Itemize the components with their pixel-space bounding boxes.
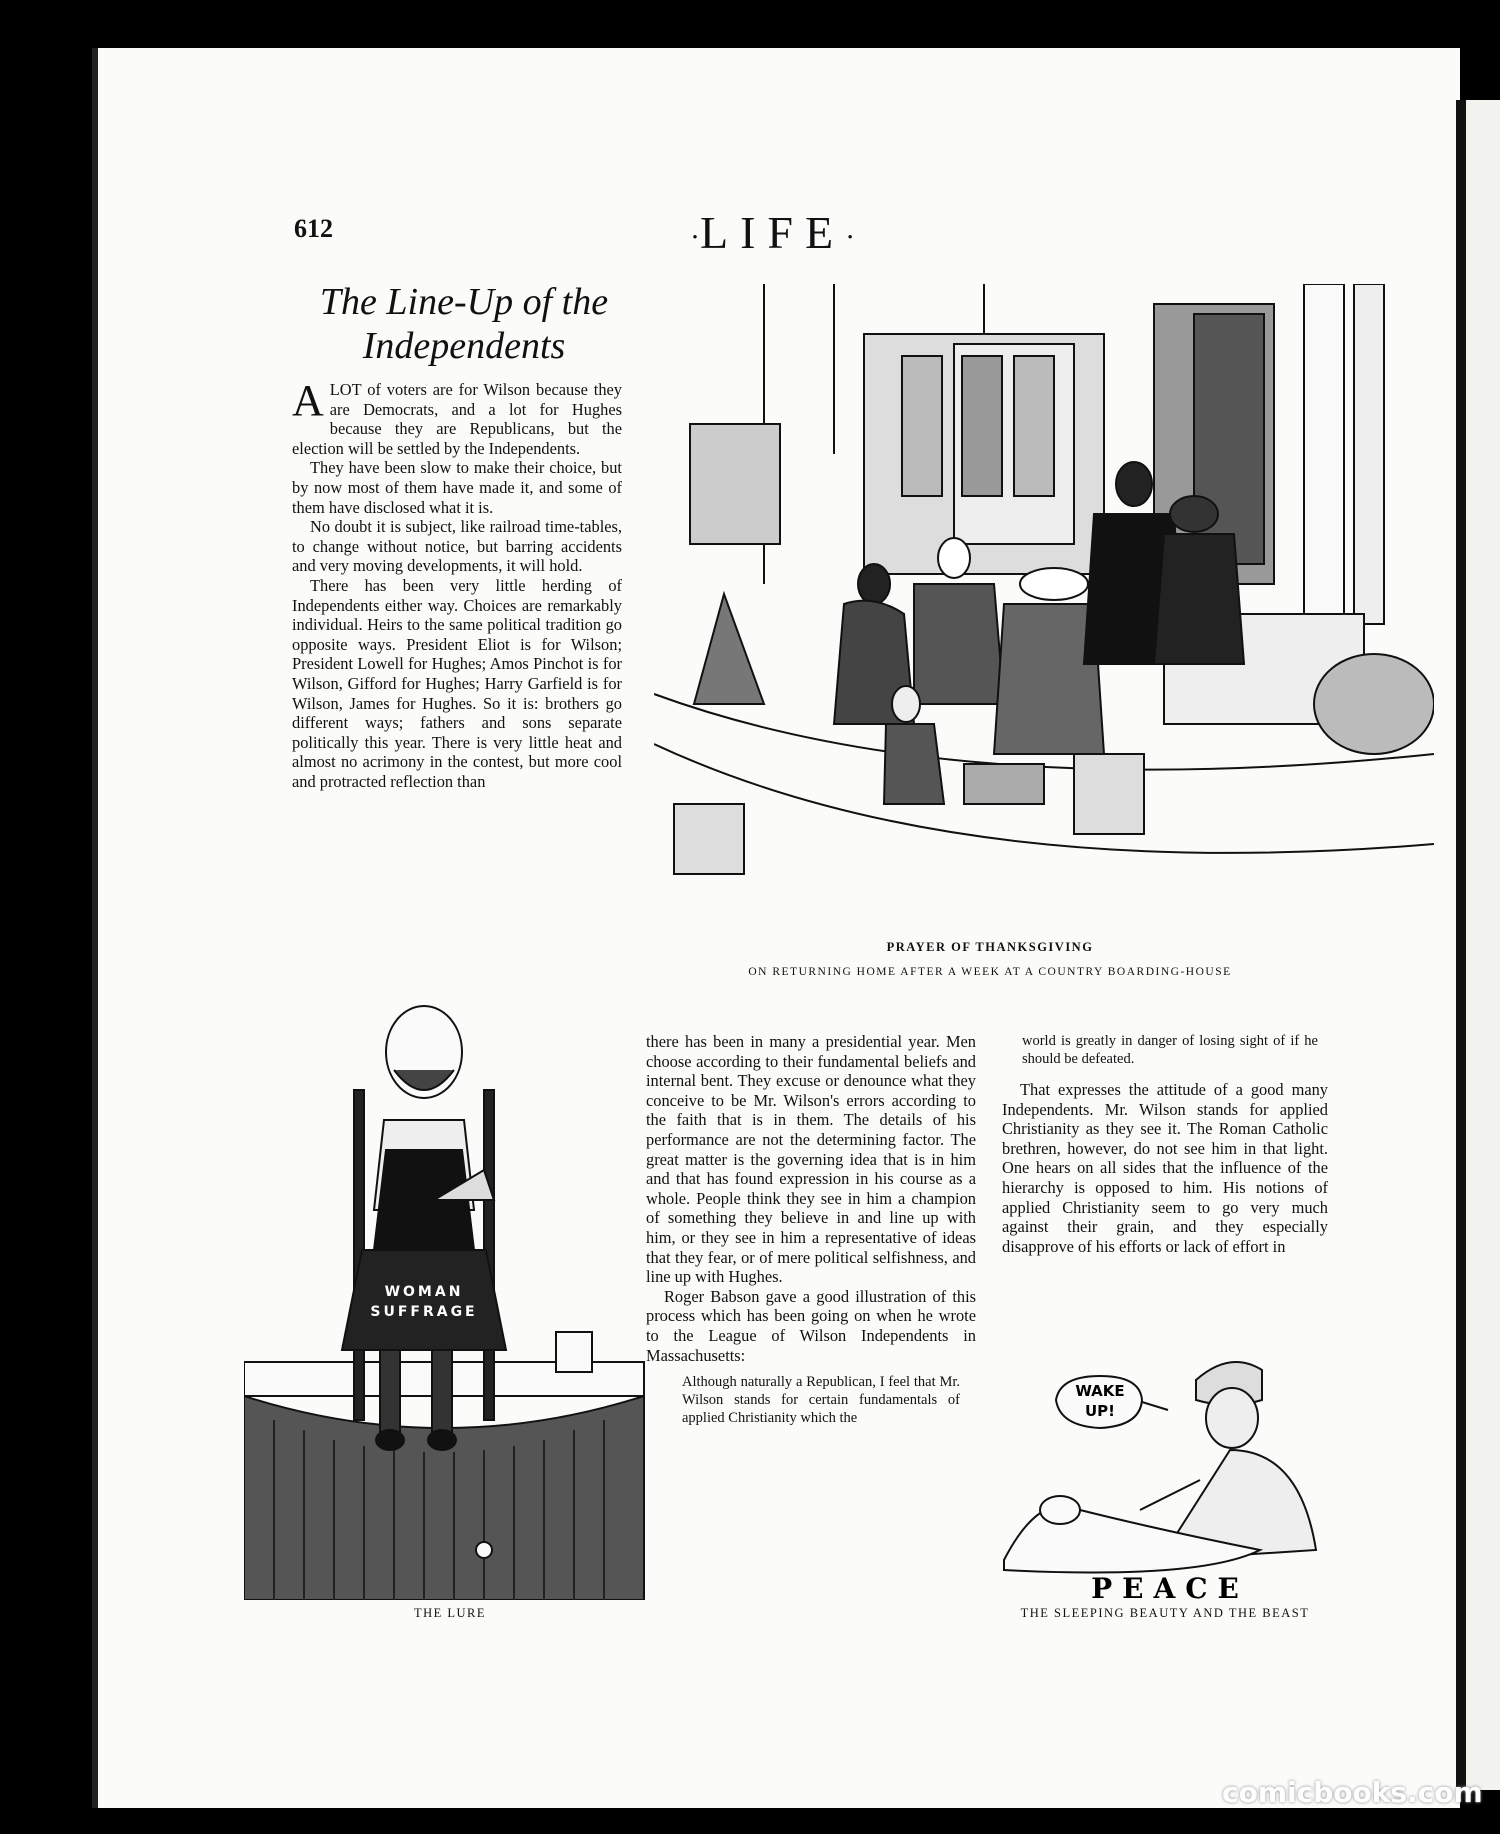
paragraph: That expresses the attitude of a good many Independents. Mr. Wilson stands for applied Christianity as they see it. The Roman Catholic brethren, however, do not see him in that light. One hears on all sides that the influence of the hierarchy is opposed to him. His notions of applied Christianity seem to go very much against their grain, and they especially disapprove of his efforts or lack of effort in bbox=[1002, 1080, 1328, 1256]
page-spine bbox=[1456, 100, 1466, 1790]
paragraph: There has been very little herding of Independents either way. Choices are remarkably individual. Heirs to the same political tradition go opposite ways. President Eliot is for Wilson; President Lowell for Hughes; Amos Pinchot is for Wilson, Gifford for Hughes; Harry Garfield is for Wilson, James for Hughes. So it is: brothers go different ways; fathers and sons separate politically this year. There is very little heat and almost no acrimony in the contest, but more cool and protracted reflection than bbox=[292, 575, 622, 791]
article-column-3 bbox=[1002, 1032, 1328, 1256]
paragraph: A LOT of voters are for Wilson because they are Democrats, and a lot for Hughes because they are Republicans, but the election will be settled by the Independents. bbox=[292, 376, 622, 458]
paragraph: there has been in many a presidential year. Men choose according to their fundamental beliefs and internal bent. They excuse or denounce what they conceive to be Mr. Wilson's errors according to the faith that is in them. The details of his performance are not the determining factor. The great matter is the governing idea that is in him and that has found expression in his course as a whole. People think they see in him a champion of something they believe in and line up with him, or they see in him a representative of ideas that they fear, or of mere political selfishness, and line up with Hughes. bbox=[646, 1032, 976, 1287]
watermark: comicbooks.com bbox=[1222, 1776, 1483, 1809]
paragraph: No doubt it is subject, like railroad time-tables, to change without notice, but barring accidents and very moving developments, it will hold. bbox=[292, 517, 622, 576]
article-column-1 bbox=[292, 376, 622, 791]
babson-quote: Although naturally a Republican, I feel that Mr. Wilson stands for certain fundamentals of applied Christianity which the bbox=[682, 1374, 960, 1427]
drop-cap: A bbox=[292, 376, 324, 425]
bubble-text-1: WAKE bbox=[1075, 1382, 1125, 1400]
prayer-of-thanksgiving-illustration bbox=[654, 284, 1434, 920]
prayer-caption: PRAYER OF THANKSGIVING bbox=[886, 940, 1094, 954]
peace-label: PEACE bbox=[1091, 1572, 1249, 1600]
lure-caption: THE LURE bbox=[413, 1606, 487, 1620]
sleeping-beauty-illustration bbox=[1000, 1340, 1330, 1600]
article-title: The Line-Up of the Independents bbox=[319, 281, 609, 367]
article-column-2 bbox=[646, 1032, 976, 1427]
paragraph: Roger Babson gave a good illustration of this process which has been going on when he wrote to the League of Wilson Independents in Massachusetts: bbox=[646, 1286, 976, 1365]
lure-skirt-text-1: WOMAN bbox=[384, 1284, 464, 1300]
page-number: 612 bbox=[294, 214, 333, 243]
next-page-edge bbox=[1466, 100, 1500, 1790]
bubble-text-2: UP! bbox=[1084, 1402, 1116, 1420]
the-lure-illustration bbox=[244, 1000, 646, 1600]
beast-caption: THE SLEEPING BEAUTY AND THE BEAST bbox=[1020, 1606, 1310, 1620]
prayer-subcaption: ON RETURNING HOME AFTER A WEEK AT A COUNTRY BOARDING-HOUSE bbox=[748, 966, 1232, 978]
paragraph: They have been slow to make their choice, but by now most of them have made it, and some of them have disclosed what it is. bbox=[292, 458, 622, 517]
magazine-title: ·LIFE· bbox=[690, 207, 856, 258]
lure-skirt-text-2: SUFFRAGE bbox=[370, 1304, 478, 1320]
babson-quote-continued: world is greatly in danger of losing sight of if he should be defeated. bbox=[1022, 1033, 1318, 1067]
